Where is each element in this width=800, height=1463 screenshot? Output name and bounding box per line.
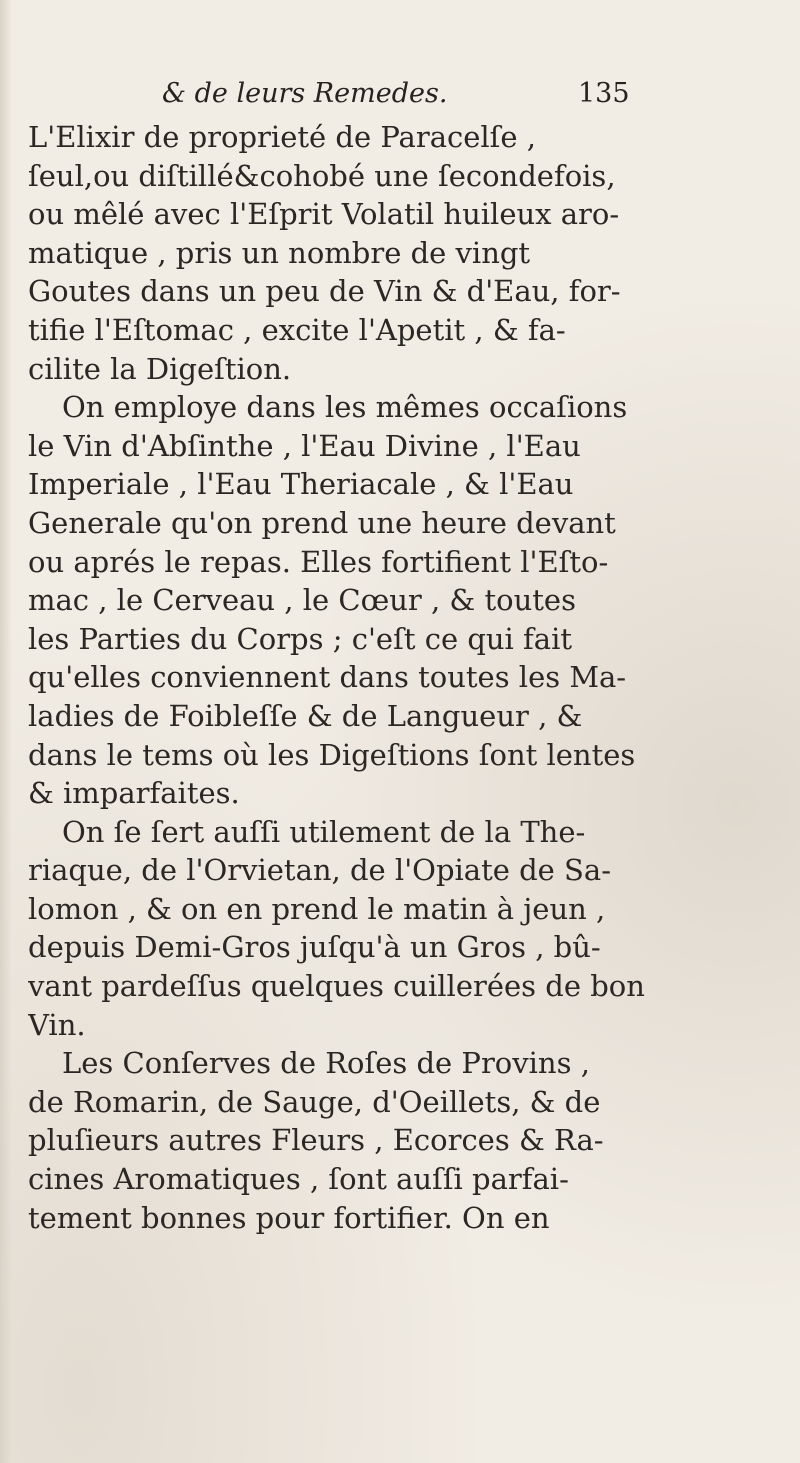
text-line: lomon , & on en prend le matin à jeun , bbox=[28, 891, 606, 926]
text-line: cines Aromatiques , ſont auſſi parfai- bbox=[28, 1162, 569, 1197]
text-line: Les Conſerves de Roſes de Provins , bbox=[62, 1046, 590, 1081]
text-line: depuis Demi-Gros juſqu'à un Gros , bû- bbox=[28, 930, 601, 965]
text-line: ſeul,ou diſtillé&cohobé une ſecondefois, bbox=[28, 158, 616, 193]
text-line: pluſieurs autres Fleurs , Ecorces & Ra- bbox=[28, 1123, 604, 1158]
text-line: les Parties du Corps ; c'eſt ce qui fait bbox=[28, 621, 573, 656]
text-line: L'Elixir de proprieté de Paracelſe , bbox=[28, 120, 536, 154]
text-line: Generale qu'on prend une heure devant bbox=[28, 505, 616, 540]
text-line: On ſe ſert auſſi utilement de la The- bbox=[62, 814, 586, 849]
text-line: Vin. bbox=[28, 1007, 86, 1042]
text-line: ladies de Foibleſſe & de Langueur , & bbox=[28, 698, 583, 733]
text-line: ou mêlé avec l'Eſprit Volatil huileux aro- bbox=[28, 197, 620, 232]
text-line: le Vin d'Abſinthe , l'Eau Divine , l'Eau bbox=[28, 428, 581, 463]
text-line: ou aprés le repas. Elles fortifient l'Eſto- bbox=[28, 544, 609, 579]
text-line: On employe dans les mêmes occaſions bbox=[62, 390, 628, 425]
text-line: riaque, de l'Orvietan, de l'Opiate de Sa- bbox=[28, 853, 612, 888]
text-line: tement bonnes pour fortifier. On en bbox=[28, 1200, 550, 1235]
page-gutter-shadow bbox=[0, 0, 12, 1463]
text-line: cilite la Digeſtion. bbox=[28, 351, 292, 386]
text-line: de Romarin, de Sauge, d'Oeillets, & de bbox=[28, 1084, 601, 1119]
running-header bbox=[0, 78, 800, 118]
text-line: vant pardeſſus quelques cuillerées de bon bbox=[28, 969, 645, 1004]
text-line: Goutes dans un peu de Vin & d'Eau, for- bbox=[28, 274, 621, 309]
running-title: & de leurs Remedes. bbox=[162, 78, 448, 109]
text-line: mac , le Cerveau , le Cœur , & toutes bbox=[28, 583, 576, 618]
text-line: qu'elles conviennent dans toutes les Ma- bbox=[28, 660, 627, 695]
text-line: dans le tems où les Digeſtions ſont lentes bbox=[28, 737, 636, 772]
text-line: & imparfaites. bbox=[28, 776, 240, 811]
text-line: matique , pris un nombre de vingt bbox=[28, 235, 531, 270]
text-line: Imperiale , l'Eau Theriacale , & l'Eau bbox=[28, 467, 574, 502]
body-text bbox=[28, 118, 788, 1237]
page-number: 135 bbox=[578, 78, 630, 109]
text-line: tifie l'Eſtomac , excite l'Apetit , & fa- bbox=[28, 312, 566, 347]
